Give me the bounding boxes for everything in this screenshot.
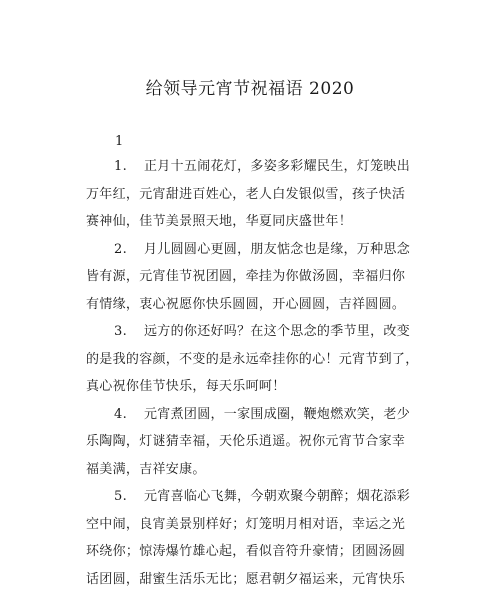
paragraph-text: 的是我的容颜，不变的是永远牵挂你的心！元宵节到了， xyxy=(86,352,419,367)
paragraph-text: 环绕你；惊涛爆竹雄心起，看似音符升豪情；团圆汤圆 xyxy=(86,544,405,559)
paragraph-line xyxy=(86,401,424,429)
paragraph-line xyxy=(86,153,424,181)
paragraph-text: 福美满，吉祥安康。 xyxy=(86,462,206,477)
paragraph-line xyxy=(86,428,424,456)
paragraph-text: 远方的你还好吗？在这个思念的季节里，改变 xyxy=(144,324,410,339)
paragraph-number: 5. xyxy=(114,483,144,511)
paragraph-line xyxy=(86,318,424,346)
paragraph-text: 乐陶陶，灯谜猜幸福，天伦乐逍遥。祝你元宵节合家幸 xyxy=(86,434,405,449)
document-title: 给领导元宵节祝福语 2020 xyxy=(0,77,500,101)
paragraph-line xyxy=(86,511,424,539)
paragraph-text: 元宵煮团圆，一家围成圈，鞭炮燃欢笑，老少 xyxy=(144,407,410,422)
paragraph-text: 真心祝你佳节快乐，每天乐呵呵！ xyxy=(86,379,286,394)
paragraph-line xyxy=(86,181,424,209)
paragraph-number: 4. xyxy=(114,401,144,429)
paragraph-number: 3. xyxy=(114,318,144,346)
paragraph-line xyxy=(86,538,424,566)
paragraph-line xyxy=(86,456,424,484)
paragraph-line xyxy=(86,483,424,511)
paragraph-text: 空中闹，良宵美景别样好；灯笼明月相对语，幸运之光 xyxy=(86,517,405,532)
paragraph-line xyxy=(86,236,424,264)
paragraph-number: 1. xyxy=(114,153,144,181)
paragraph-text: 元宵喜临心飞舞，今朝欢聚今朝醉；烟花添彩 xyxy=(144,489,410,504)
paragraph xyxy=(86,153,424,236)
paragraph-text: 万年红，元宵甜进百姓心，老人白发银似雪，孩子快活 xyxy=(86,187,405,202)
paragraph-text: 赛神仙，佳节美景照天地，华夏同庆盛世年！ xyxy=(86,214,352,229)
paragraph-line xyxy=(86,346,424,374)
paragraph xyxy=(86,401,424,484)
paragraph-text: 月儿圆圆心更圆，朋友惦念也是缘，万种思念 xyxy=(144,242,410,257)
paragraph-text: 正月十五闹花灯，多姿多彩耀民生，灯笼映出 xyxy=(144,159,410,174)
paragraph-text: 有情缘，衷心祝愿你快乐圆圆，开心圆圆，吉祥圆圆。 xyxy=(86,297,405,312)
paragraph xyxy=(86,236,424,319)
document-body xyxy=(86,153,424,593)
paragraph xyxy=(86,483,424,593)
paragraph-line xyxy=(86,566,424,593)
paragraph-text: 皆有源，元宵佳节祝团圆，牵挂为你做汤圆，幸福归你 xyxy=(86,269,405,284)
paragraph-line xyxy=(86,208,424,236)
paragraph-line xyxy=(86,373,424,401)
section-number: 1 xyxy=(115,132,123,152)
paragraph-number: 2. xyxy=(114,236,144,264)
paragraph xyxy=(86,318,424,401)
paragraph-text: 话团圆，甜蜜生活乐无比；愿君朝夕福运来，元宵快乐 xyxy=(86,572,405,587)
paragraph-line xyxy=(86,263,424,291)
paragraph-line xyxy=(86,291,424,319)
